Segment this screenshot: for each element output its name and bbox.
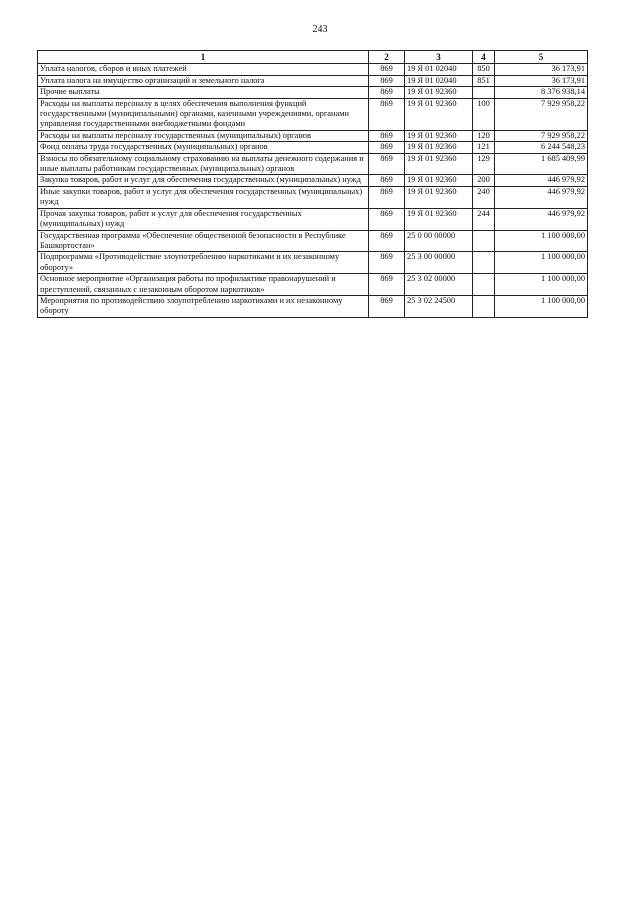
cell-amount: 36 173,91 — [495, 64, 588, 75]
cell-expense-type — [473, 252, 495, 274]
cell-amount: 446 979,92 — [495, 186, 588, 208]
cell-target-article: 19 Я 01 92360 — [405, 98, 473, 130]
table-row — [38, 252, 588, 274]
cell-department-code: 869 — [369, 98, 405, 130]
table-row — [38, 87, 588, 98]
cell-target-article: 19 Я 01 92360 — [405, 142, 473, 153]
table-header-row — [38, 51, 588, 64]
cell-amount: 446 979,92 — [495, 208, 588, 230]
cell-amount: 1 100 000,00 — [495, 230, 588, 252]
table-row — [38, 274, 588, 296]
column-header-4: 4 — [473, 51, 495, 64]
table-row — [38, 142, 588, 153]
cell-name: Уплата налога на имущество организаций и земельного налога — [38, 75, 369, 86]
cell-department-code: 869 — [369, 230, 405, 252]
cell-expense-type — [473, 230, 495, 252]
cell-expense-type: 121 — [473, 142, 495, 153]
cell-amount: 1 685 409,99 — [495, 153, 588, 175]
cell-department-code: 869 — [369, 130, 405, 141]
cell-department-code: 869 — [369, 208, 405, 230]
cell-target-article: 19 Я 01 92360 — [405, 87, 473, 98]
cell-name: Взносы по обязательному социальному страхованию на выплаты денежного содержания и иные выплаты работникам государственных (муниципальных) органов — [38, 153, 369, 175]
table-row — [38, 64, 588, 75]
cell-expense-type — [473, 87, 495, 98]
cell-name: Уплата налогов, сборов и иных платежей — [38, 64, 369, 75]
cell-name: Закупка товаров, работ и услуг для обеспечения государственных (муниципальных) нужд — [38, 175, 369, 186]
table-row — [38, 75, 588, 86]
cell-expense-type: 244 — [473, 208, 495, 230]
cell-amount: 7 929 958,22 — [495, 130, 588, 141]
table-row — [38, 130, 588, 141]
cell-amount: 1 100 000,00 — [495, 252, 588, 274]
cell-expense-type — [473, 274, 495, 296]
cell-department-code: 869 — [369, 75, 405, 86]
cell-name: Основное мероприятие «Организация работы по профилактике правонарушений и преступлений, связанных с незаконным оборотом наркотиков» — [38, 274, 369, 296]
column-header-1: 1 — [38, 51, 369, 64]
cell-name: Прочие выплаты — [38, 87, 369, 98]
cell-amount: 446 979,92 — [495, 175, 588, 186]
cell-department-code: 869 — [369, 252, 405, 274]
cell-expense-type: 200 — [473, 175, 495, 186]
cell-department-code: 869 — [369, 64, 405, 75]
column-header-5: 5 — [495, 51, 588, 64]
table-row — [38, 230, 588, 252]
cell-name: Фонд оплаты труда государственных (муниципальных) органов — [38, 142, 369, 153]
page-number: 243 — [312, 24, 328, 35]
cell-target-article: 19 Я 01 02040 — [405, 64, 473, 75]
cell-target-article: 19 Я 01 92360 — [405, 153, 473, 175]
cell-target-article: 19 Я 01 92360 — [405, 208, 473, 230]
cell-target-article: 19 Я 01 92360 — [405, 130, 473, 141]
column-header-3: 3 — [405, 51, 473, 64]
cell-amount: 1 100 000,00 — [495, 295, 588, 317]
table-row — [38, 153, 588, 175]
cell-expense-type: 851 — [473, 75, 495, 86]
cell-amount: 8 376 938,14 — [495, 87, 588, 98]
cell-target-article: 25 3 00 00000 — [405, 252, 473, 274]
cell-target-article: 25 3 02 00000 — [405, 274, 473, 296]
cell-amount: 36 173,91 — [495, 75, 588, 86]
cell-expense-type: 129 — [473, 153, 495, 175]
cell-expense-type: 100 — [473, 98, 495, 130]
cell-name: Подпрограмма «Противодействие злоупотреблению наркотиками и их незаконному обороту» — [38, 252, 369, 274]
table-row — [38, 175, 588, 186]
cell-name: Мероприятия по противодействию злоупотреблению наркотиками и их незаконному обороту — [38, 295, 369, 317]
cell-department-code: 869 — [369, 153, 405, 175]
table-row — [38, 295, 588, 317]
table-row — [38, 186, 588, 208]
budget-table — [37, 50, 588, 318]
cell-expense-type: 120 — [473, 130, 495, 141]
cell-name: Прочая закупка товаров, работ и услуг для обеспечения государственных (муниципальных) нужд — [38, 208, 369, 230]
cell-expense-type: 240 — [473, 186, 495, 208]
cell-name: Расходы на выплаты персоналу в целях обеспечения выполнения функций государственными (муниципальными) органами, казенными учреждениями, органами управления государственными внебюджетными фондами — [38, 98, 369, 130]
cell-target-article: 25 3 02 24500 — [405, 295, 473, 317]
table-row — [38, 98, 588, 130]
cell-expense-type — [473, 295, 495, 317]
cell-department-code: 869 — [369, 142, 405, 153]
cell-department-code: 869 — [369, 186, 405, 208]
cell-amount: 6 244 548,23 — [495, 142, 588, 153]
cell-target-article: 19 Я 01 92360 — [405, 186, 473, 208]
cell-amount: 7 929 958,22 — [495, 98, 588, 130]
column-header-2: 2 — [369, 51, 405, 64]
cell-department-code: 869 — [369, 274, 405, 296]
cell-target-article: 19 Я 01 92360 — [405, 175, 473, 186]
cell-target-article: 25 0 00 00000 — [405, 230, 473, 252]
cell-target-article: 19 Я 01 02040 — [405, 75, 473, 86]
cell-department-code: 869 — [369, 295, 405, 317]
cell-name: Расходы на выплаты персоналу государственных (муниципальных) органов — [38, 130, 369, 141]
table-row — [38, 208, 588, 230]
table-body — [38, 64, 588, 317]
cell-name: Государственная программа «Обеспечение общественной безопасности в Республике Башкортостан» — [38, 230, 369, 252]
cell-name: Иные закупки товаров, работ и услуг для обеспечения государственных (муниципальных) нужд — [38, 186, 369, 208]
cell-department-code: 869 — [369, 87, 405, 98]
cell-department-code: 869 — [369, 175, 405, 186]
cell-expense-type: 850 — [473, 64, 495, 75]
cell-amount: 1 100 000,00 — [495, 274, 588, 296]
